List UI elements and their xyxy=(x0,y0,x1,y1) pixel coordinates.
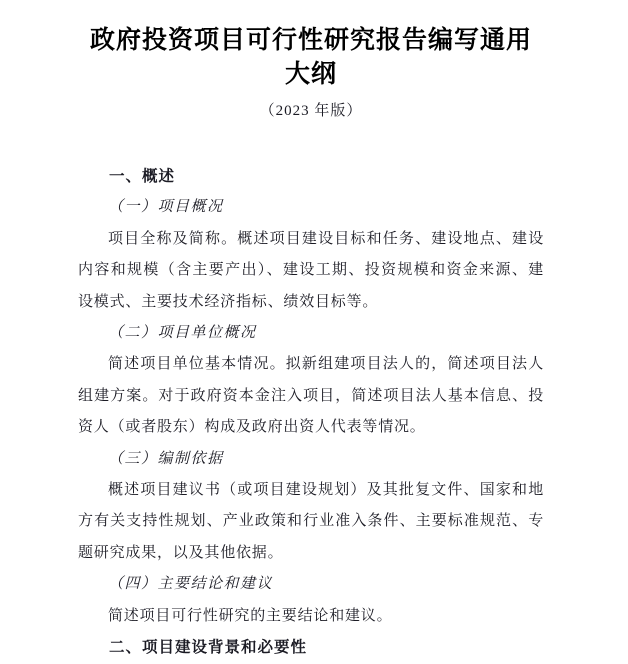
paragraph: 概述项目建议书（或项目建设规划）及其批复文件、国家和地方有关支持性规划、产业政策和行业准入条件、主要标准规范、专题研究成果，以及其他依据。 xyxy=(78,482,544,561)
document-title: 政府投资项目可行性研究报告编写通用大纲 xyxy=(89,27,532,88)
paragraph: 简述项目单位基本情况。拟新组建项目法人的，简述项目法人组建方案。对于政府资本金注入项目，简述项目法人基本信息、投资人（或者股东）构成及政府出资人代表等情况。 xyxy=(78,356,544,436)
document-subtitle: （2023 年版） xyxy=(259,103,363,119)
section-heading: （一）项目概况 xyxy=(108,199,224,216)
chapter-heading: 一、概述 xyxy=(109,168,176,185)
chapter-heading: 二、项目建设背景和必要性 xyxy=(109,639,308,657)
section-heading: （四）主要结论和建议 xyxy=(108,576,274,593)
section-heading: （三）编制依据 xyxy=(108,450,224,467)
paragraph: 项目全称及简称。概述项目建设目标和任务、建设地点、建设内容和规模（含主要产出）、建设工期、投资规模和资金来源、建设模式、主要技术经济指标、绩效目标等。 xyxy=(78,230,544,310)
paragraph: 简述项目可行性研究的主要结论和建议。 xyxy=(108,607,393,624)
document-body xyxy=(78,161,544,664)
section-heading: （二）项目单位概况 xyxy=(108,325,257,342)
